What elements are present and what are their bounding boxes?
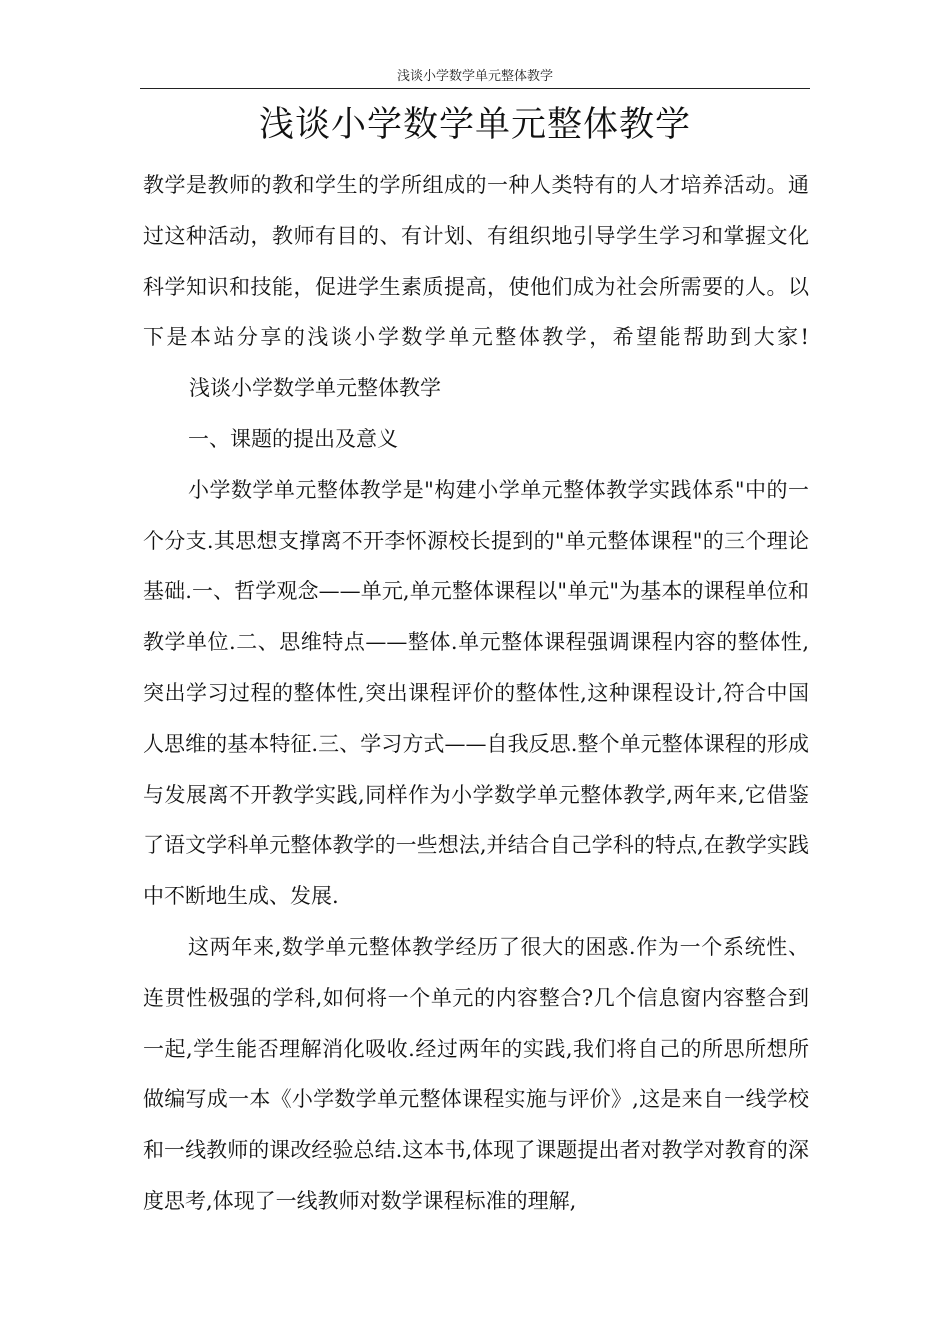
section-heading: 一、课题的提出及意义 [188,426,398,451]
document-title: 浅谈小学数学单元整体教学 [258,105,691,145]
inline-title: 浅谈小学数学单元整体教学 [189,376,441,401]
document-body [143,160,809,1227]
intro-text: 教学是教师的教和学生的学所组成的一种人类特有的人才培养活动。通过这种活动，教师有目的、有计划、有组织地引导学生学习和掌握文化科学知识和技能，促进学生素质提高，使他们成为社会所需要的人。以下是本站分享的浅谈小学数学单元整体教学，希望能帮助到大家! [143,173,809,350]
header-rule [140,88,810,89]
paragraph-1: 小学数学单元整体教学是"构建小学单元整体教学实践体系"中的一个分支.其思想支撑离不开李怀源校长提到的"单元整体课程"的三个理论基础.一、哲学观念——单元,单元整体课程以"单元"为基本的课程单位和教学单位.二、思维特点——整体.单元整体课程强调课程内容的整体性,突出学习过程的整体性,突出课程评价的整体性,这种课程设计,符合中国人思维的基本特征.三、学习方式——自我反思.整个单元整体课程的形成与发展离不开教学实践,同样作为小学数学单元整体教学,两年来,它借鉴了语文学科单元整体教学的一些想法,并结合自己学科的特点,在教学实践中不断地生成、发展. [143,477,809,909]
running-header: 浅谈小学数学单元整体教学 [396,69,553,84]
intro-paragraph [143,160,809,414]
paragraph-2: 这两年来,数学单元整体教学经历了很大的困惑.作为一个系统性、连贯性极强的学科,如何将一个单元的内容整合?几个信息窗内容整合到一起,学生能否理解消化吸收.经过两年的实践,我们将自己的所思所想所做编写成一本《小学数学单元整体课程实施与评价》,这是来自一线学校和一线教师的课改经验总结.这本书,体现了课题提出者对教学对教育的深度思考,体现了一线教师对数学课程标准的理解, [143,934,809,1213]
